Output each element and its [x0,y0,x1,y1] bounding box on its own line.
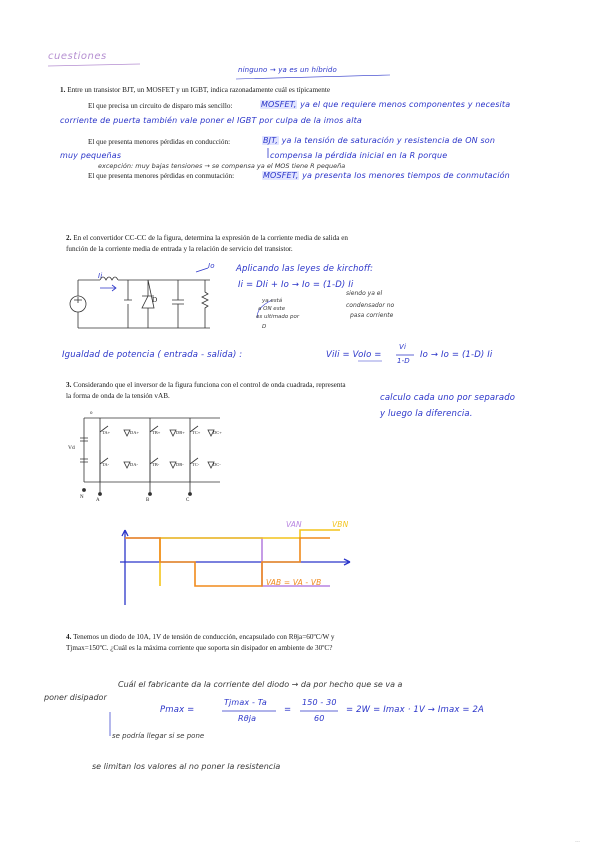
q2-label-ii: Ii [98,272,103,280]
inv-label-da-plus: DA+ [130,430,140,435]
q3-question-line1 [66,381,346,390]
q1-question-text: Entre un transistor BJT, un MOSFET y un IGBT, indica razonadamente cuál es típicamente [67,86,331,94]
q4-question-line1 [66,633,335,642]
q2-label-d: D [152,296,158,304]
q1a-answer-line1: ya el que requiere menos componentes y necesita [300,100,511,109]
q2-question-line1 [66,234,348,243]
q2-label-io: Io [208,262,215,270]
q4-question-line2: Tjmax=150ºC. ¿Cuál es la máxima corriente que soporta sin disipador en ambiente de 30ºC? [66,644,333,652]
inv-label-ta-minus: TA- [102,462,110,467]
q3-side-note2: y luego la diferencia. [380,409,473,419]
waveform-label-vbn: VBN [332,520,349,529]
q2-power-frac-num: Vi [399,343,407,351]
inv-label-db-minus: DB- [176,462,184,467]
inv-label-o: o [90,411,93,416]
q1a-answer-line2: corriente de puerta también vale poner el IGBT por culpa de la imos alta [60,116,362,125]
q2-note-title: Aplicando las leyes de kirchoff: [236,264,374,274]
q2-number: 2. [66,234,72,242]
q1a-keyword: MOSFET, [261,100,297,109]
q1b-answer [262,136,495,145]
q2-question-text1: En el convertidor CC-CC de la figura, determina la expresión de la corriente media de salida en [73,234,349,242]
inductor-symbol [100,277,118,280]
inv-label-db-plus: DB+ [176,430,185,435]
q2-side-note1: siendo ya el [346,290,383,297]
q4-formula-num2: 150 - 30 [302,698,337,707]
q1b-answer-line2: muy pequeñas [60,151,122,160]
inv-label-dc-plus: DC+ [213,430,222,435]
q1c-keyword: MOSFET, [263,171,299,180]
q4-formula-num: Tjmax - Ta [224,698,267,707]
resistor-symbol [202,280,208,328]
q2-power-eq-left: ViIi = VoIo = [326,350,382,360]
q2-power-text: Igualdad de potencia ( entrada - salida) : [62,350,243,360]
q4-note-line4: se limitan los valores al no poner la resistencia [92,762,281,771]
waveform-label-vab: VAB = VA - VB [266,578,322,587]
q4-formula-eq: = [284,705,292,715]
waveform-label-van: VAN [286,520,302,529]
inv-label-n: N [80,495,84,500]
q3-number: 3. [66,381,72,389]
capacitor-symbol [172,280,184,328]
inv-label-b: B [146,498,150,503]
waveform-axes [120,530,350,605]
q3-question-line2: la forma de onda de la tensión vAB. [66,392,170,400]
inv-label-tb-plus: TB+ [152,430,161,435]
transistor-symbol [124,280,132,328]
q1a-answer [260,100,510,109]
q2-question-line2: función de la corriente media de entrada y la relación de servicio del transistor. [66,245,293,253]
buck-boost-circuit [70,268,210,328]
inv-label-tc-minus: TC- [192,462,200,467]
inv-label-tc-plus: TC+ [192,430,201,435]
q1b-keyword: BJT, [263,136,278,145]
q1-top-note: ninguno → ya es un híbrido [238,66,337,74]
q4-formula-den: Rθja [238,714,257,723]
q2-side-note2: condensador no [346,302,395,309]
q1b-prompt: El que presenta menores pérdidas en conducción: [88,138,231,146]
inv-label-vd: Vd [68,445,75,451]
q2-under-note1: ya está [262,298,283,304]
q2-under-note4: D [262,324,267,330]
q4-note-line2: poner disipador [44,693,107,702]
q4-note-line3: se podría llegar si se pone [112,732,205,740]
inv-label-da-minus: DA- [130,462,138,467]
q1a-prompt: El que precisa un circuito de disparo más sencillo: [88,102,233,110]
q2-power-eq-right: Io → Io = (1-D) Ii [420,350,493,360]
top-note-underline [236,75,390,79]
inv-label-a: A [96,498,100,503]
q2-side-note3: pasa corriente [350,312,394,319]
q3-side-note1: calculo cada uno por separado [380,393,516,403]
q1b-answer-line1: ya la tensión de saturación y resistencia de ON son [281,136,496,145]
q1c-answer-text: ya presenta los menores tiempos de conmutación [302,171,510,180]
q4-question-text1: Tenemos un diodo de 10A, 1V de tensión de conducción, encapsulado con Rθja=60ºC/W y [73,633,335,641]
q2-under-note3: es ultimado por [256,314,300,320]
inv-label-dc-minus: DC- [213,462,221,467]
q1c-answer [262,171,510,180]
q1-number: 1. [60,86,66,94]
q4-formula-den2: 60 [314,714,325,723]
current-in-arrow [100,285,116,291]
inv-label-c: C [186,498,190,503]
q4-formula-lhs: Pmax = [160,705,195,715]
inv-label-ta-plus: TA+ [102,430,111,435]
q1b-answer-line4: excepción: muy bajas tensiones → se compensa ya el MOS tiene R pequeña [98,162,346,170]
q4-formula-rhs: = 2W = Imax · 1V → Imax = 2A [346,705,485,715]
q2-power-frac-den: 1-D [397,357,410,365]
q3-question-text1: Considerando que el inversor de la figura funciona con el control de onda cuadrada, representa [73,381,346,389]
q2-under-note2: a ON este [258,306,286,312]
title-underline [48,64,140,66]
q4-note-line1: Cuál el fabricante da la corriente del diodo → da por hecho que se va a [118,680,403,689]
page-corner-mark: --- [575,840,580,845]
page-title: cuestiones [48,51,107,62]
q1c-prompt: El que presenta menores pérdidas en conmutación: [88,172,235,180]
inv-label-tb-minus: TB- [152,462,160,467]
q2-equation: Ii = DIi + Io → Io = (1-D) Ii [238,280,354,290]
q1-question [60,86,330,95]
q1b-answer-line3: compensa la pérdida inicial en la R porque [270,151,448,160]
q4-number: 4. [66,633,72,641]
